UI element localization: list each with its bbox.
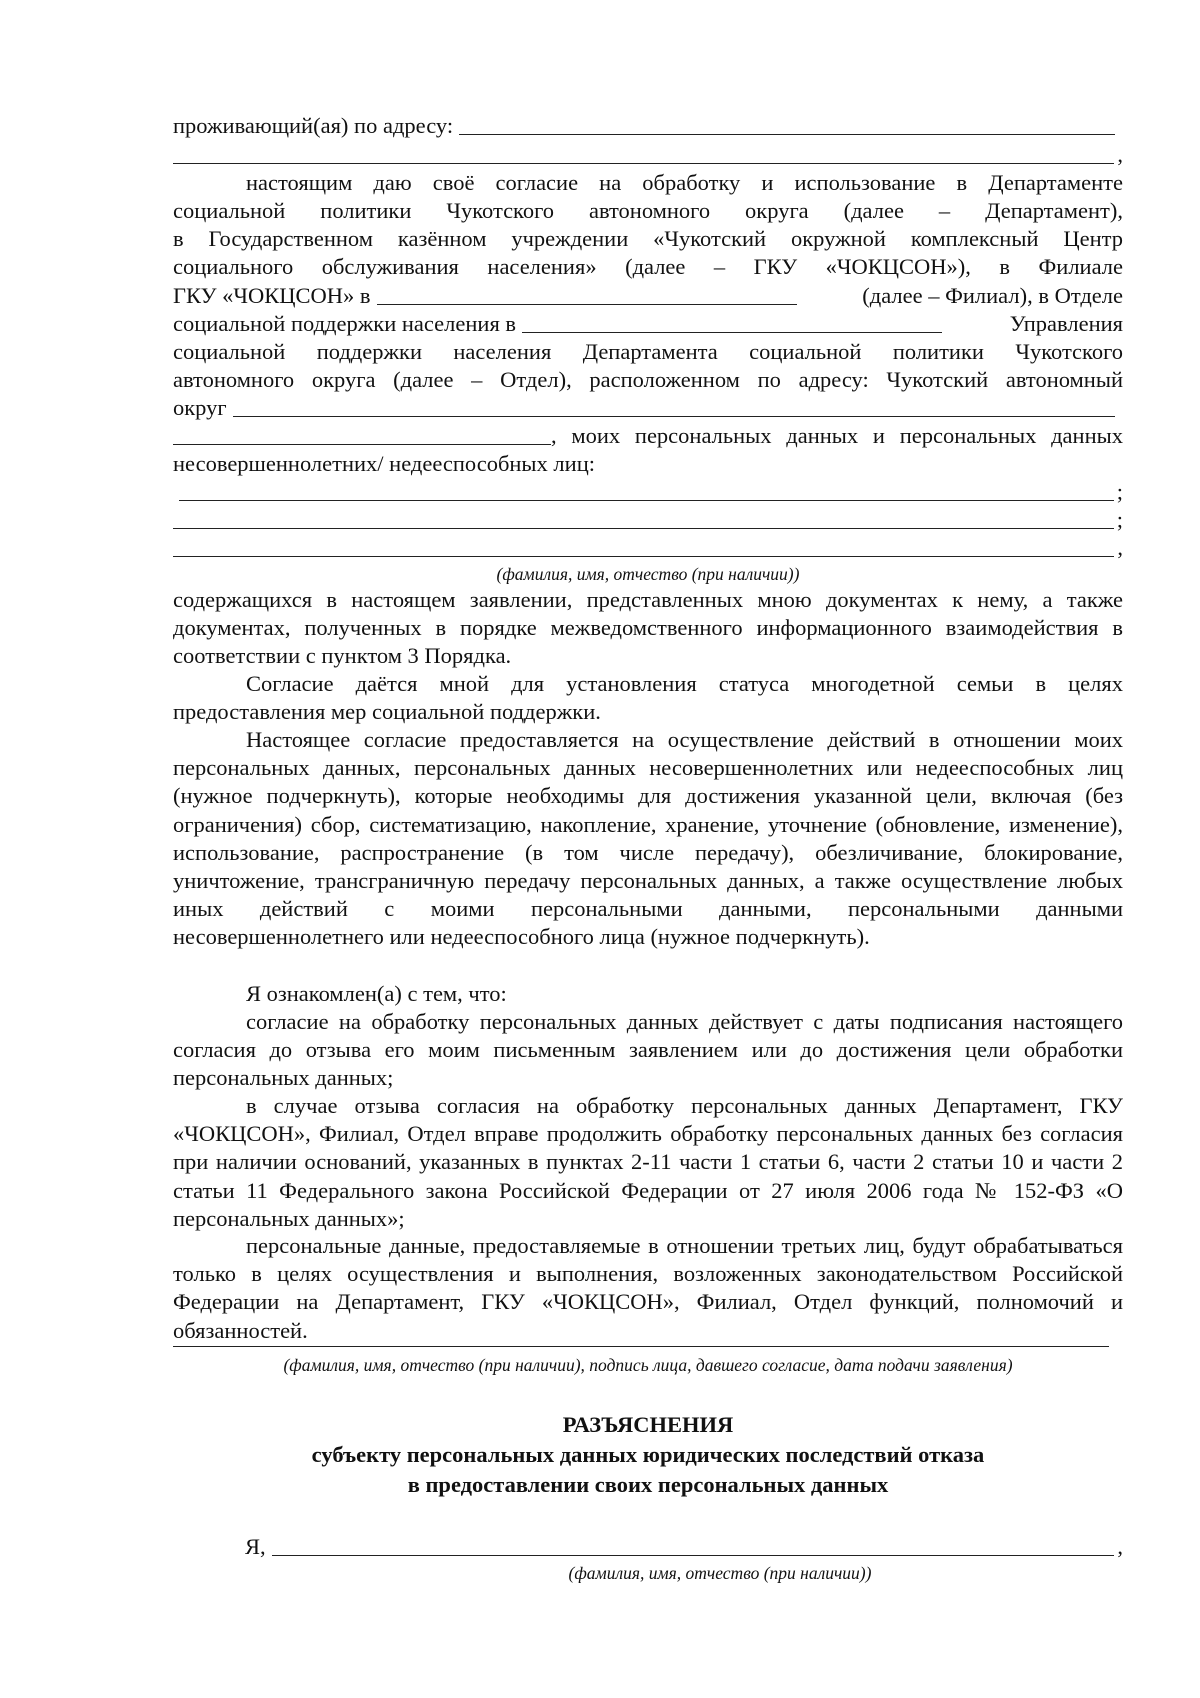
address-input-line-2[interactable] <box>173 162 1114 164</box>
okrug-input-line[interactable] <box>233 415 1115 417</box>
address-continuation-row <box>173 141 1123 169</box>
semicolon-mark-2: ; <box>1116 506 1123 532</box>
filial-input-line[interactable] <box>377 303 797 305</box>
okrug-row <box>173 394 1123 422</box>
personal-data-suffix: , моих персональных данных и персональных данных <box>551 422 1123 448</box>
purpose-paragraph: Согласие даётся мной для установления статуса многодетной семьи в целях предоставления мер социальной поддержки. <box>173 671 1123 725</box>
item1-paragraph: согласие на обработку персональных данных действует с даты подписания настоящего согласия до отзыва его моим письменным заявлением или до достижения цели обработки персональных данных; <box>173 1009 1123 1091</box>
signature-input-line[interactable] <box>173 1345 1109 1347</box>
filial-suffix: (далее – Филиал), в Отделе <box>862 282 1123 308</box>
minor-input-line-1[interactable] <box>179 499 1114 501</box>
aware-paragraph: Я ознакомлен(а) с тем, что: <box>246 981 507 1006</box>
minor-input-line-3[interactable] <box>173 555 1114 557</box>
consent-intro-line-4: социального обслуживания населения» (далее – ГКУ «ЧОКЦСОН»), в Филиале <box>173 254 1123 279</box>
minor-row-1 <box>173 478 1123 506</box>
signature-caption: (фамилия, имя, отчество (при наличии), подпись лица, давшего согласие, дата подачи заявления) <box>283 1355 1013 1375</box>
contained-paragraph: содержащихся в настоящем заявлении, представленных мною документах к нему, а также документах, полученных в порядке межведомственного информационного взаимодействия в соответствии с пунктом 3 Порядка. <box>173 587 1123 669</box>
fio-caption: (фамилия, имя, отчество (при наличии)) <box>496 564 800 584</box>
dept-continuation-line-2: автономного округа (далее – Отдел), расположенном по адресу: Чукотский автономный <box>173 367 1123 392</box>
comma-mark-3: , <box>1117 1533 1123 1559</box>
item3-paragraph: персональные данные, предоставляемые в отношении третьих лиц, будут обрабатываться только в целях осуществления и выполнения, возложенных законодательством Российской Федерации на Департамент, ГКУ «ЧОКЦСОН», Филиал, Отдел функций, полномочий и обязанностей. <box>173 1233 1123 1343</box>
consent-intro-line-2: социальной политики Чукотского автономного округа (далее – Департамент), <box>173 198 1123 223</box>
ya-label: Я, <box>245 1533 266 1559</box>
dept-input-line[interactable] <box>522 331 942 333</box>
signature-row <box>173 1324 1123 1352</box>
explanation-subtitle-1: субъекту персональных данных юридических последствий отказа <box>311 1442 985 1467</box>
ya-row <box>173 1533 1123 1561</box>
dept-prefix: социальной поддержки населения в <box>173 310 517 336</box>
address-label: проживающий(ая) по адресу: <box>173 112 454 138</box>
dept-row <box>173 310 1123 338</box>
address-row <box>173 112 1123 140</box>
filial-row <box>173 282 1123 310</box>
consent-intro-line-1: настоящим даю своё согласие на обработку и использование в Департаменте <box>246 170 1123 195</box>
explanation-subtitle-2: в предоставлении своих персональных данных <box>407 1472 889 1497</box>
actions-paragraph: Настоящее согласие предоставляется на осуществление действий в отношении моих персональных данных, персональных данных несовершеннолетних или недееспособных лиц (нужное подчеркнуть), которые необходимы для достижения указанной цели, включая (без ограничения) сбор, систематизацию, накопление, хранение, уточнение (обновление, изменение), использование, распространение (в том числе передачу), обезличивание, блокирование, уничтожение, трансграничную передачу персональных данных, а также осуществление любых иных действий с моими персональными данными, персональными данными несовершеннолетнего или недееспособного лица (нужное подчеркнуть). <box>173 727 1123 950</box>
address-input-line[interactable] <box>459 133 1115 135</box>
consent-intro-line-3: в Государственном казённом учреждении «Чукотский окружной комплексный Центр <box>173 226 1123 251</box>
minor-input-line-2[interactable] <box>173 527 1114 529</box>
explanation-title: РАЗЪЯСНЕНИЯ <box>562 1412 734 1437</box>
okrug-label: округ <box>173 394 227 420</box>
okrug-input-line-2[interactable] <box>173 443 551 445</box>
minors-label: несовершеннолетних/ недееспособных лиц: <box>173 451 595 476</box>
minor-row-3 <box>173 534 1123 562</box>
minor-row-2 <box>173 506 1123 534</box>
dept-suffix: Управления <box>1009 310 1123 336</box>
comma-mark: , <box>1117 141 1123 167</box>
comma-mark-2: , <box>1117 534 1123 560</box>
filial-prefix: ГКУ «ЧОКЦСОН» в <box>173 282 371 308</box>
item2-paragraph: в случае отзыва согласия на обработку персональных данных Департамент, ГКУ «ЧОКЦСОН», Филиал, Отдел вправе продолжить обработку персональных данных без согласия при наличии оснований, указанных в пунктах 2-11 части 1 статьи 6, части 2 статьи 10 и части 2 статьи 11 Федерального закона Российской Федерации от 27 июля 2006 года № 152-ФЗ «О персональных данных»; <box>173 1093 1123 1231</box>
fio-caption-2: (фамилия, имя, отчество (при наличии)) <box>568 1563 872 1583</box>
dept-continuation-line-1: социальной поддержки населения Департамента социальной политики Чукотского <box>173 339 1123 364</box>
ya-input-line[interactable] <box>272 1554 1115 1556</box>
semicolon-mark-1: ; <box>1116 478 1123 504</box>
okrug-continuation-row <box>173 422 1123 450</box>
